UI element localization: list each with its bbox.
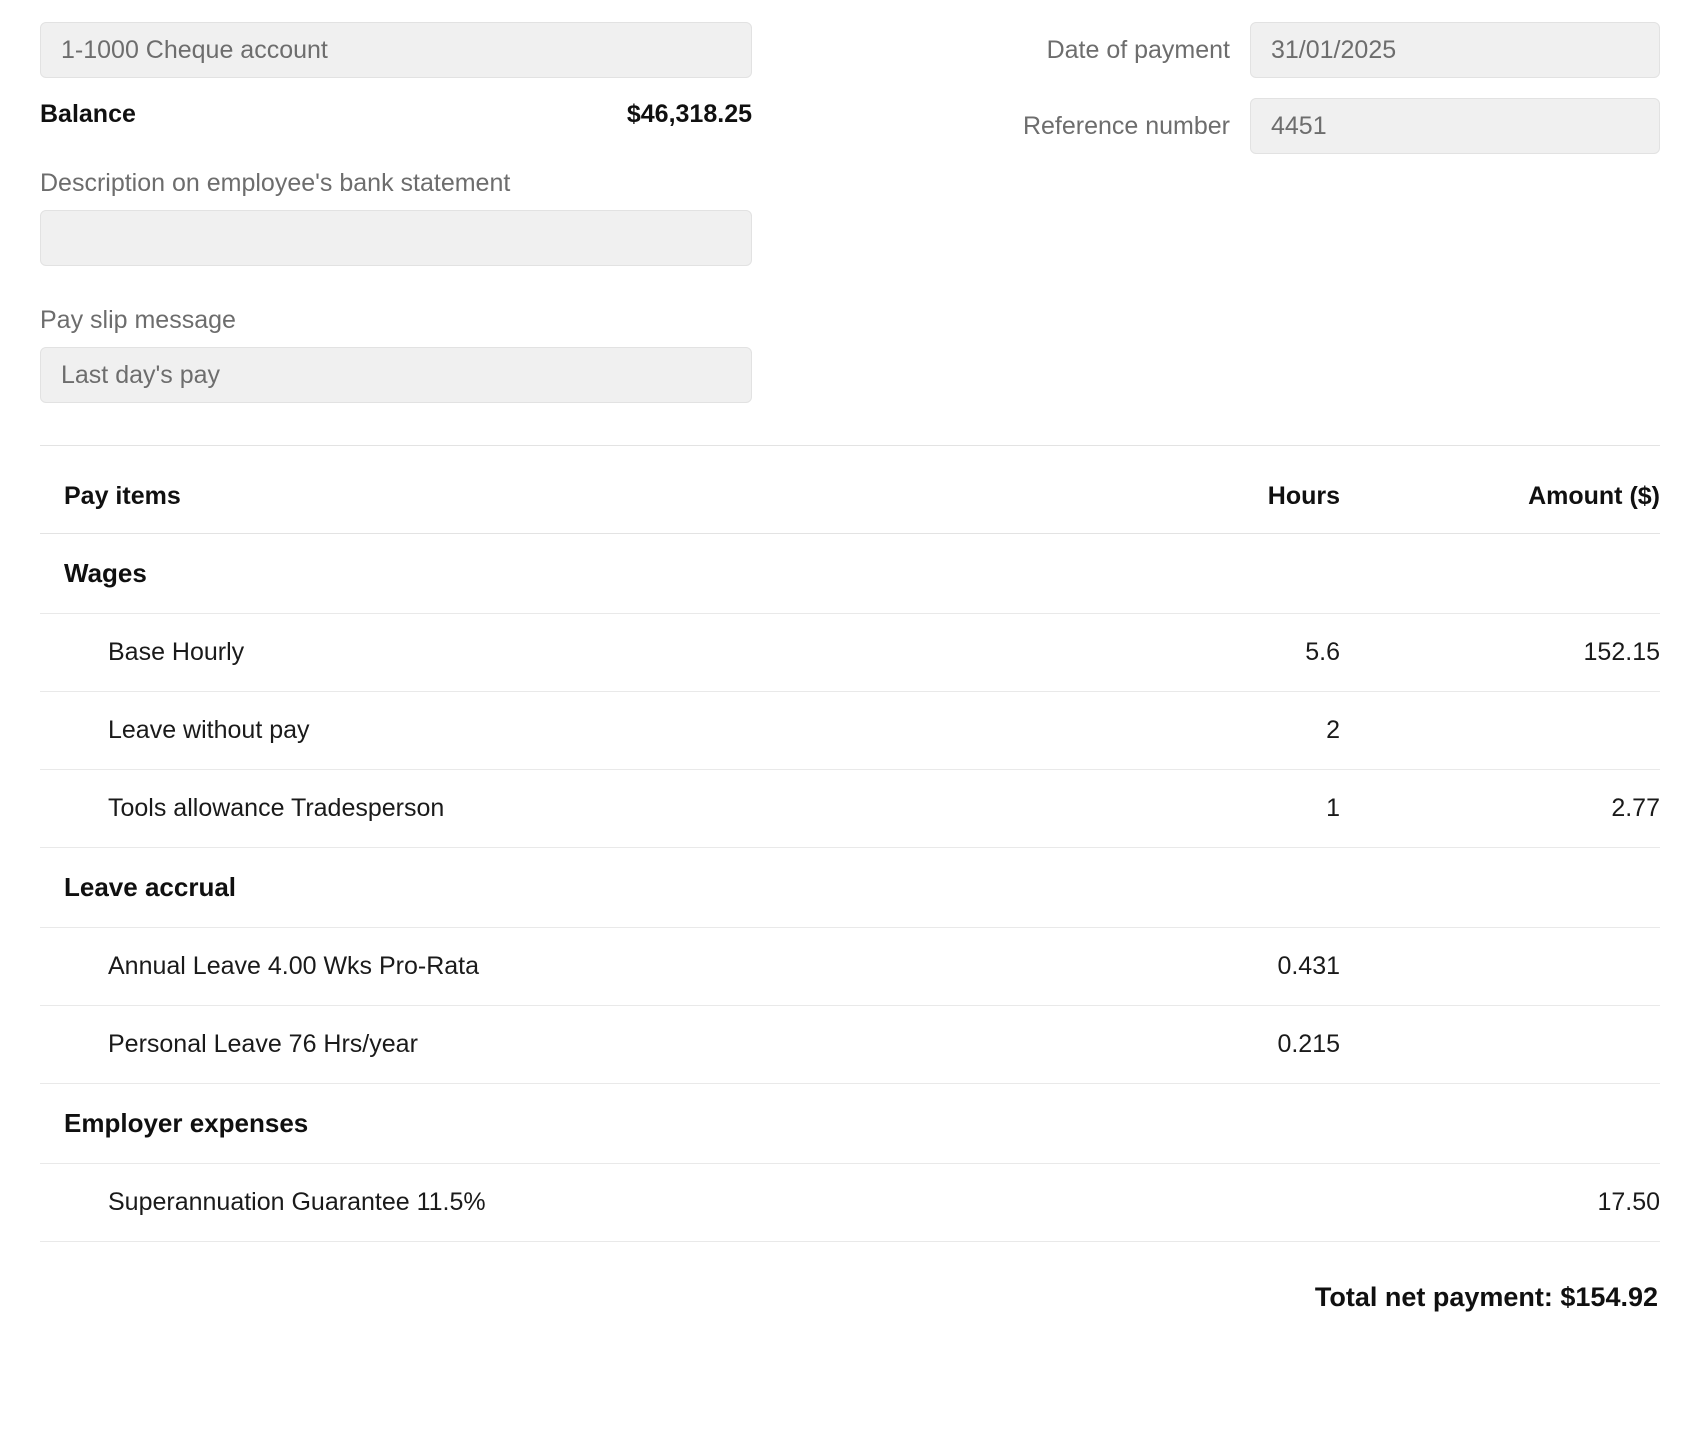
table-row (40, 614, 1660, 692)
table-row (40, 692, 1660, 770)
header-pay-items: Pay items (40, 446, 1100, 534)
pay-item-label: Leave without pay (40, 692, 1100, 770)
header-amount: Amount ($) (1360, 446, 1660, 534)
payslip-message-value: Last day's pay (61, 360, 221, 389)
table-row (40, 1006, 1660, 1084)
pay-item-label: Wages (40, 534, 1100, 614)
pay-item-hours: 2 (1100, 692, 1360, 770)
reference-number-row (776, 98, 1660, 154)
table-row (40, 1164, 1660, 1242)
pay-item-hours (1100, 848, 1360, 928)
table-row (40, 770, 1660, 848)
table-header-row (40, 446, 1660, 534)
pay-item-hours: 1 (1100, 770, 1360, 848)
balance-value: $46,318.25 (626, 100, 752, 128)
pay-item-amount (1360, 1006, 1660, 1084)
bank-statement-label: Description on employee's bank statement (40, 169, 511, 197)
table-row (40, 928, 1660, 1006)
pay-item-label: Employer expenses (40, 1084, 1100, 1164)
reference-number-label: Reference number (1022, 111, 1230, 140)
pay-item-label: Base Hourly (40, 614, 1100, 692)
pay-item-hours: 5.6 (1100, 614, 1360, 692)
pay-item-amount (1360, 534, 1660, 614)
pay-item-amount (1360, 1084, 1660, 1164)
pay-item-hours (1100, 1164, 1360, 1242)
pay-item-amount: 2.77 (1360, 770, 1660, 848)
pay-items-table (40, 446, 1660, 1242)
pay-item-hours: 0.215 (1100, 1006, 1360, 1084)
bank-statement-input[interactable] (40, 210, 752, 266)
date-of-payment-value: 31/01/2025 (1271, 35, 1397, 64)
header-hours: Hours (1100, 446, 1360, 534)
payslip-message-input[interactable] (40, 347, 752, 403)
pay-item-amount: 17.50 (1360, 1164, 1660, 1242)
pay-item-amount (1360, 848, 1660, 928)
pay-item-amount: 152.15 (1360, 614, 1660, 692)
account-field-value: 1-1000 Cheque account (61, 35, 328, 64)
pay-item-label: Leave accrual (40, 848, 1100, 928)
pay-item-amount (1360, 928, 1660, 1006)
pay-item-label: Superannuation Guarantee 11.5% (40, 1164, 1100, 1242)
account-field[interactable] (40, 22, 752, 78)
balance-row (40, 100, 752, 129)
balance-label: Balance (40, 100, 136, 128)
right-form-column (760, 0, 1660, 403)
total-net-payment: Total net payment: $154.92 (1314, 1282, 1658, 1312)
pay-item-hours: 0.431 (1100, 928, 1360, 1006)
pay-item-label: Personal Leave 76 Hrs/year (40, 1006, 1100, 1084)
left-form-column (40, 0, 760, 403)
pay-item-amount (1360, 692, 1660, 770)
reference-number-input[interactable] (1250, 98, 1660, 154)
pay-items-table-head (40, 446, 1660, 534)
table-group-row (40, 534, 1660, 614)
top-form-area (0, 0, 1700, 403)
table-group-row (40, 1084, 1660, 1164)
pay-item-label: Annual Leave 4.00 Wks Pro-Rata (40, 928, 1100, 1006)
date-of-payment-label: Date of payment (1046, 35, 1230, 64)
reference-number-value: 4451 (1271, 111, 1327, 140)
pay-item-hours (1100, 534, 1360, 614)
date-of-payment-row (776, 22, 1660, 78)
pay-item-hours (1100, 1084, 1360, 1164)
pay-items-table-body (40, 534, 1660, 1242)
date-of-payment-input[interactable] (1250, 22, 1660, 78)
payslip-message-label: Pay slip message (40, 306, 236, 334)
table-group-row (40, 848, 1660, 928)
pay-item-label: Tools allowance Tradesperson (40, 770, 1100, 848)
